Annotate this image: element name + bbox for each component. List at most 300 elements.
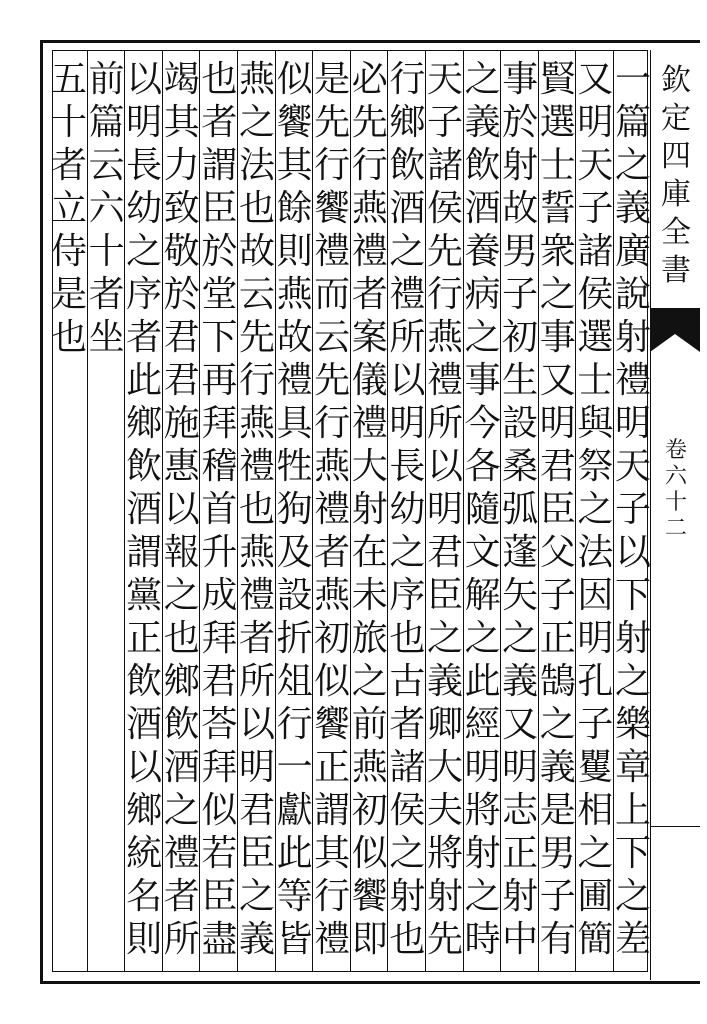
text-char: 卿 [426,704,463,745]
text-char: 侯 [577,274,614,315]
text-char: 古 [389,661,426,702]
text-char: 俎 [276,661,313,702]
text-char: 天 [614,446,651,487]
text-char: 天 [577,145,614,186]
text-char: 者 [88,274,125,315]
text-char: 拜 [201,618,238,659]
text-char: 酒 [163,747,200,788]
text-char: 云 [88,145,125,186]
text-char: 飲 [389,145,426,186]
text-char: 者 [126,317,163,358]
text-char: 孔 [577,661,614,702]
text-char: 下 [614,833,651,874]
text-char: 致 [163,188,200,229]
text-char: 十 [50,102,87,143]
text-char: 行 [426,274,463,315]
text-char: 君 [426,532,463,573]
text-char: 今 [464,403,501,444]
text-char: 設 [502,403,539,444]
text-char: 此 [464,661,501,702]
text-char: 先 [351,102,388,143]
text-char: 燕 [238,532,275,573]
text-char: 以 [238,704,275,745]
text-char: 相 [577,790,614,831]
text-char: 先 [426,919,463,960]
text-column [50,58,88,968]
text-char: 故 [502,188,539,229]
text-char: 下 [614,575,651,616]
text-char: 簡 [577,919,614,960]
text-char: 以 [126,59,163,100]
text-char: 首 [201,489,238,530]
text-char: 之 [577,833,614,874]
text-char: 明 [238,747,275,788]
text-char: 獻 [276,790,313,831]
text-column [200,58,238,968]
title-char: 定 [661,101,691,136]
text-char: 士 [577,360,614,401]
text-char: 弧 [502,489,539,530]
fishtail-mark-icon [650,308,700,352]
text-char: 行 [314,145,351,186]
text-char: 則 [276,231,313,272]
text-char: 於 [502,102,539,143]
text-char: 饗 [314,704,351,745]
text-char: 及 [276,532,313,573]
text-char: 事 [502,59,539,100]
text-char: 酒 [126,704,163,745]
text-char: 於 [201,231,238,272]
text-char: 中 [502,919,539,960]
text-char: 禮 [426,360,463,401]
text-char: 病 [464,274,501,315]
text-column [388,58,426,968]
text-char: 而 [314,274,351,315]
text-char: 義 [464,102,501,143]
text-char: 行 [389,59,426,100]
volume-char: 六 [664,464,687,489]
text-char: 明 [389,403,426,444]
text-char: 酒 [126,489,163,530]
text-char: 所 [426,403,463,444]
text-char: 臣 [539,489,576,530]
text-column [614,58,652,968]
text-column [501,58,539,968]
text-char: 也 [50,317,87,358]
text-char: 男 [502,231,539,272]
text-char: 章 [614,747,651,788]
text-char: 所 [238,661,275,702]
text-char: 竭 [163,59,200,100]
text-char: 之 [389,231,426,272]
text-char: 設 [276,575,313,616]
text-char: 力 [163,145,200,186]
text-char: 長 [389,446,426,487]
title-char: 四 [661,139,691,174]
text-char: 之 [464,317,501,358]
text-char: 將 [426,833,463,874]
text-char: 也 [389,618,426,659]
text-char: 所 [163,919,200,960]
text-char: 諸 [426,145,463,186]
text-char: 幼 [389,489,426,530]
text-column [163,58,201,968]
text-char: 前 [88,59,125,100]
text-char: 是 [50,274,87,315]
text-char: 以 [426,446,463,487]
text-char: 似 [201,790,238,831]
text-column [351,58,389,968]
text-char: 鵠 [539,661,576,702]
text-column [464,58,502,968]
text-char: 也 [238,489,275,530]
text-char: 先 [238,317,275,358]
text-char: 文 [464,532,501,573]
text-char: 臣 [201,188,238,229]
text-char: 立 [50,188,87,229]
text-char: 禮 [314,919,351,960]
text-char: 射 [426,876,463,917]
text-char: 子 [577,704,614,745]
text-column [313,58,351,968]
text-char: 行 [314,876,351,917]
text-char: 也 [201,59,238,100]
text-char: 盡 [201,919,238,960]
text-char: 燕 [314,575,351,616]
text-char: 謂 [201,145,238,186]
text-char: 禮 [163,833,200,874]
text-char: 一 [276,747,313,788]
text-char: 似 [314,661,351,702]
text-char: 其 [276,145,313,186]
text-char: 酒 [389,188,426,229]
text-char: 志 [502,790,539,831]
text-char: 侍 [50,231,87,272]
text-char: 行 [314,403,351,444]
text-char: 說 [614,274,651,315]
text-char: 飲 [126,661,163,702]
text-char: 於 [163,274,200,315]
text-char: 之 [614,145,651,186]
text-char: 其 [314,833,351,874]
text-char: 衆 [539,231,576,272]
text-char: 初 [351,790,388,831]
text-char: 君 [163,360,200,401]
text-char: 牲 [276,446,313,487]
text-char: 正 [314,747,351,788]
text-char: 明 [539,403,576,444]
text-char: 幼 [126,188,163,229]
text-char: 子 [614,489,651,530]
text-char: 惠 [163,446,200,487]
text-char: 之 [238,102,275,143]
text-char: 正 [126,618,163,659]
text-char: 時 [464,919,501,960]
text-char: 子 [539,876,576,917]
text-char: 明 [577,102,614,143]
text-char: 隨 [464,489,501,530]
text-char: 子 [539,575,576,616]
title-char: 全 [661,215,691,250]
title-char: 庫 [661,177,691,212]
text-char: 男 [539,833,576,874]
text-char: 選 [577,317,614,358]
text-char: 長 [126,145,163,186]
text-char: 射 [351,489,388,530]
text-char: 法 [238,145,275,186]
text-char: 也 [389,919,426,960]
text-char: 燕 [238,59,275,100]
text-char: 飲 [163,704,200,745]
text-char: 案 [351,317,388,358]
text-char: 廣 [614,231,651,272]
text-char: 旅 [351,618,388,659]
text-char: 之 [464,618,501,659]
text-char: 事 [539,317,576,358]
text-char: 法 [577,532,614,573]
text-char: 一 [614,59,651,100]
text-char: 是 [314,59,351,100]
text-char: 鄉 [163,661,200,702]
text-char: 坐 [88,317,125,358]
text-char: 正 [502,833,539,874]
text-char: 天 [426,59,463,100]
text-char: 敬 [163,231,200,272]
text-char: 故 [276,317,313,358]
text-char: 明 [426,489,463,530]
text-char: 又 [539,360,576,401]
text-char: 之 [126,231,163,272]
text-char: 燕 [351,747,388,788]
text-column [539,58,577,968]
text-column [88,58,126,968]
text-char: 此 [276,833,313,874]
text-char: 先 [314,102,351,143]
text-char: 禮 [276,360,313,401]
text-char: 臣 [238,833,275,874]
text-char: 義 [614,188,651,229]
text-char: 似 [351,833,388,874]
text-char: 稽 [201,446,238,487]
text-char: 拜 [201,747,238,788]
text-char: 者 [389,704,426,745]
text-char: 射 [502,876,539,917]
text-char: 鄉 [389,102,426,143]
text-char: 具 [276,403,313,444]
text-char: 燕 [276,274,313,315]
text-char: 樂 [614,704,651,745]
text-char: 初 [502,317,539,358]
text-char: 序 [389,575,426,616]
text-char: 禮 [238,446,275,487]
text-char: 者 [238,618,275,659]
text-column [276,58,314,968]
text-char: 再 [201,360,238,401]
text-char: 是 [539,790,576,831]
text-char: 射 [502,145,539,186]
text-char: 篇 [614,102,651,143]
text-char: 與 [577,403,614,444]
text-char: 父 [539,532,576,573]
text-char: 義 [539,747,576,788]
text-char: 禮 [614,360,651,401]
text-char: 解 [464,575,501,616]
text-char: 之 [163,575,200,616]
volume-label [656,438,696,542]
text-char: 酒 [464,188,501,229]
text-char: 燕 [426,317,463,358]
text-char: 差 [614,919,651,960]
text-char: 謂 [314,790,351,831]
text-char: 以 [126,747,163,788]
text-char: 以 [389,360,426,401]
text-char: 則 [126,919,163,960]
text-char: 養 [464,231,501,272]
text-char: 也 [163,618,200,659]
text-char: 鄉 [126,403,163,444]
text-char: 此 [126,360,163,401]
text-char: 選 [539,102,576,143]
text-char: 狗 [276,489,313,530]
text-char: 燕 [314,446,351,487]
text-char: 之 [464,59,501,100]
text-char: 燕 [238,403,275,444]
text-char: 荅 [201,704,238,745]
text-char: 序 [126,274,163,315]
volume-char: 卷 [664,438,687,463]
text-char: 燕 [351,188,388,229]
text-char: 者 [201,102,238,143]
text-char: 六 [88,188,125,229]
text-char: 之 [389,532,426,573]
text-char: 初 [314,618,351,659]
text-char: 射 [614,317,651,358]
text-char: 未 [351,575,388,616]
text-char: 禮 [389,274,426,315]
text-char: 之 [539,274,576,315]
text-char: 諸 [577,231,614,272]
text-char: 統 [126,833,163,874]
title-char: 書 [661,253,691,288]
text-column [576,58,614,968]
title-char: 欽 [661,63,691,98]
text-char: 在 [351,532,388,573]
text-char: 賢 [539,59,576,100]
text-char: 等 [276,876,313,917]
volume-char: 二 [664,516,687,541]
text-char: 侯 [389,790,426,831]
text-char: 義 [426,661,463,702]
text-char: 誓 [539,188,576,229]
text-char: 事 [464,360,501,401]
book-title [656,62,696,290]
text-char: 禮 [314,489,351,530]
text-char: 先 [314,360,351,401]
text-char: 經 [464,704,501,745]
text-char: 禮 [351,231,388,272]
text-char: 矢 [502,575,539,616]
text-char: 篇 [88,102,125,143]
text-char: 明 [464,747,501,788]
text-char: 君 [163,317,200,358]
text-char: 成 [201,575,238,616]
text-char: 臣 [201,876,238,917]
text-char: 饗 [314,188,351,229]
text-char: 祭 [577,446,614,487]
text-char: 以 [163,489,200,530]
text-char: 行 [238,360,275,401]
text-char: 之 [238,876,275,917]
text-char: 上 [614,790,651,831]
text-column [426,58,464,968]
text-char: 若 [201,833,238,874]
margin-bottom-rule [650,826,700,827]
text-char: 大 [426,747,463,788]
text-char: 云 [238,274,275,315]
text-char: 似 [276,59,313,100]
text-char: 也 [238,188,275,229]
text-char: 臣 [426,575,463,616]
text-char: 君 [201,661,238,702]
text-char: 又 [577,59,614,100]
text-char: 云 [314,317,351,358]
text-char: 黨 [126,575,163,616]
text-char: 將 [464,790,501,831]
text-char: 諸 [389,747,426,788]
text-char: 謂 [126,532,163,573]
text-char: 之 [539,704,576,745]
text-char: 蓬 [502,532,539,573]
text-char: 者 [50,145,87,186]
text-char: 子 [426,102,463,143]
text-char: 明 [577,618,614,659]
text-char: 者 [314,532,351,573]
text-char: 子 [502,274,539,315]
text-char: 正 [539,618,576,659]
text-char: 即 [351,919,388,960]
text-char: 射 [614,618,651,659]
text-char: 之 [163,790,200,831]
text-char: 圃 [577,876,614,917]
text-char: 各 [464,446,501,487]
text-char: 饗 [276,102,313,143]
text-char: 之 [389,833,426,874]
text-char: 先 [426,231,463,272]
text-char: 侯 [426,188,463,229]
text-char: 明 [126,102,163,143]
text-char: 射 [389,876,426,917]
text-char: 饗 [351,876,388,917]
text-char: 以 [614,532,651,573]
text-char: 施 [163,403,200,444]
text-char: 之 [614,876,651,917]
text-char: 君 [238,790,275,831]
text-char: 故 [238,231,275,272]
text-char: 明 [502,747,539,788]
text-char: 之 [614,661,651,702]
text-char: 行 [351,145,388,186]
text-char: 子 [577,188,614,229]
text-char: 義 [238,919,275,960]
text-char: 大 [351,446,388,487]
text-char: 禮 [351,403,388,444]
text-char: 之 [502,618,539,659]
text-char: 拜 [201,403,238,444]
text-char: 者 [351,274,388,315]
text-char: 十 [88,231,125,272]
text-char: 義 [502,661,539,702]
text-column [125,58,163,968]
